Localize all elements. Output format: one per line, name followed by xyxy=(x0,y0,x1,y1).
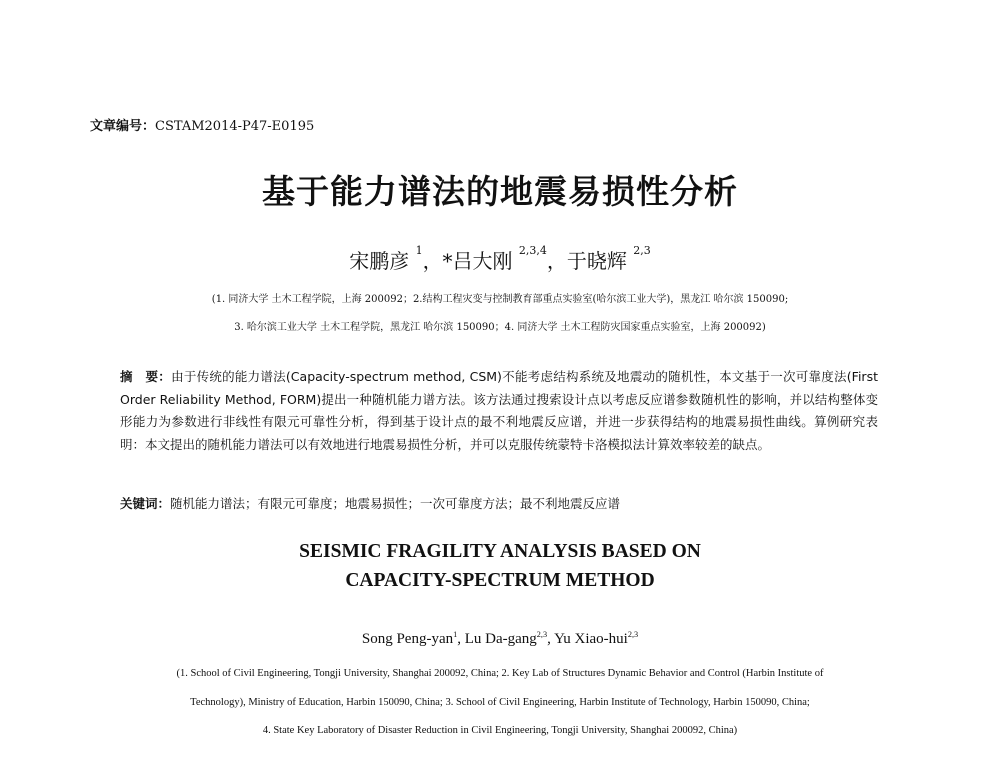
english-title-line: SEISMIC FRAGILITY ANALYSIS BASED ON xyxy=(299,541,701,562)
chinese-affiliation-line: (1. 同济大学 土木工程学院，上海 200092；2.结构工程灾变与控制教育部重点实验室(哈尔滨工业大学)，黑龙江 哈尔滨 150090; xyxy=(211,294,789,305)
author-name: Yu Xiao-hui xyxy=(554,631,628,647)
author-separator: ，* xyxy=(422,249,453,273)
abstract-label: 摘 要： xyxy=(120,369,172,384)
article-number-value: CSTAM2014-P47-E0195 xyxy=(155,119,315,134)
chinese-affiliation-line: 3. 哈尔滨工业大学 土木工程学院，黑龙江 哈尔滨 150090；4. 同济大学 土木工程防灾国家重点实验室，上海 200092) xyxy=(234,322,766,333)
english-affiliation-line: 4. State Key Laboratory of Disaster Reduction in Civil Engineering, Tongji University, Shanghai 200092, China) xyxy=(262,725,738,736)
author-name: Lu Da-gang xyxy=(464,631,537,647)
english-affiliation-line: (1. School of Civil Engineering, Tongji University, Shanghai 200092, China; 2. Key Lab of Structures Dynamic Behavior and Control (Harbin Institute of xyxy=(176,668,824,679)
chinese-authors xyxy=(0,245,1000,274)
author-separator: ， xyxy=(546,249,567,273)
english-authors xyxy=(0,631,1000,648)
chinese-title: 基于能力谱法的地震易损性分析 xyxy=(262,172,738,211)
author-name: 宋鹏彦 xyxy=(349,249,416,273)
author-affiliation-mark: 2,3 xyxy=(633,243,651,257)
author-name: Song Peng-yan xyxy=(361,631,454,647)
english-title-line: CAPACITY-SPECTRUM METHOD xyxy=(345,570,655,591)
author-affiliation-mark: 2,3 xyxy=(536,630,548,640)
author-affiliation-mark: 1 xyxy=(415,243,423,257)
author-separator: , xyxy=(457,631,465,647)
abstract-text: 由于传统的能力谱法(Capacity-spectrum method, CSM)不能考虑结构系统及地震动的随机性，本文基于一次可靠度法(First Order Reliability Method, FORM)提出一种随机能力谱方法。该方法通过搜索设计点以考虑反应谱参数随机性的影响，并以结构整体变形能力为参数进行非线性有限元可靠性分析，得到基于设计点的最不利地震反应谱，并进一步获得结构的地震易损性曲线。算例研究表明：本文提出的随机能力谱法可以有效地进行地震易损性分析，并可以克服传统蒙特卡洛模拟法计算效率较差的缺点。 xyxy=(120,369,878,452)
article-number xyxy=(90,115,314,134)
author-separator: , xyxy=(547,631,555,647)
author-affiliation-mark: 2,3,4 xyxy=(518,243,547,257)
chinese-abstract xyxy=(120,366,878,456)
article-number-label: 文章编号： xyxy=(90,119,156,134)
author-name: 于晓辉 xyxy=(566,249,634,273)
author-name: 吕大刚 xyxy=(452,249,519,273)
author-affiliation-mark: 2,3 xyxy=(627,630,639,640)
english-affiliation-line: Technology), Ministry of Education, Harbin 150090, China; 3. School of Civil Engineering, Harbin Institute of Technology, Harbin 150090, China; xyxy=(190,697,810,708)
keywords-label: 关键词： xyxy=(120,496,171,511)
chinese-keywords xyxy=(120,494,878,512)
keywords-text: 随机能力谱法；有限元可靠度；地震易损性；一次可靠度方法；最不利地震反应谱 xyxy=(170,496,621,511)
author-affiliation-mark: 1 xyxy=(453,630,458,640)
